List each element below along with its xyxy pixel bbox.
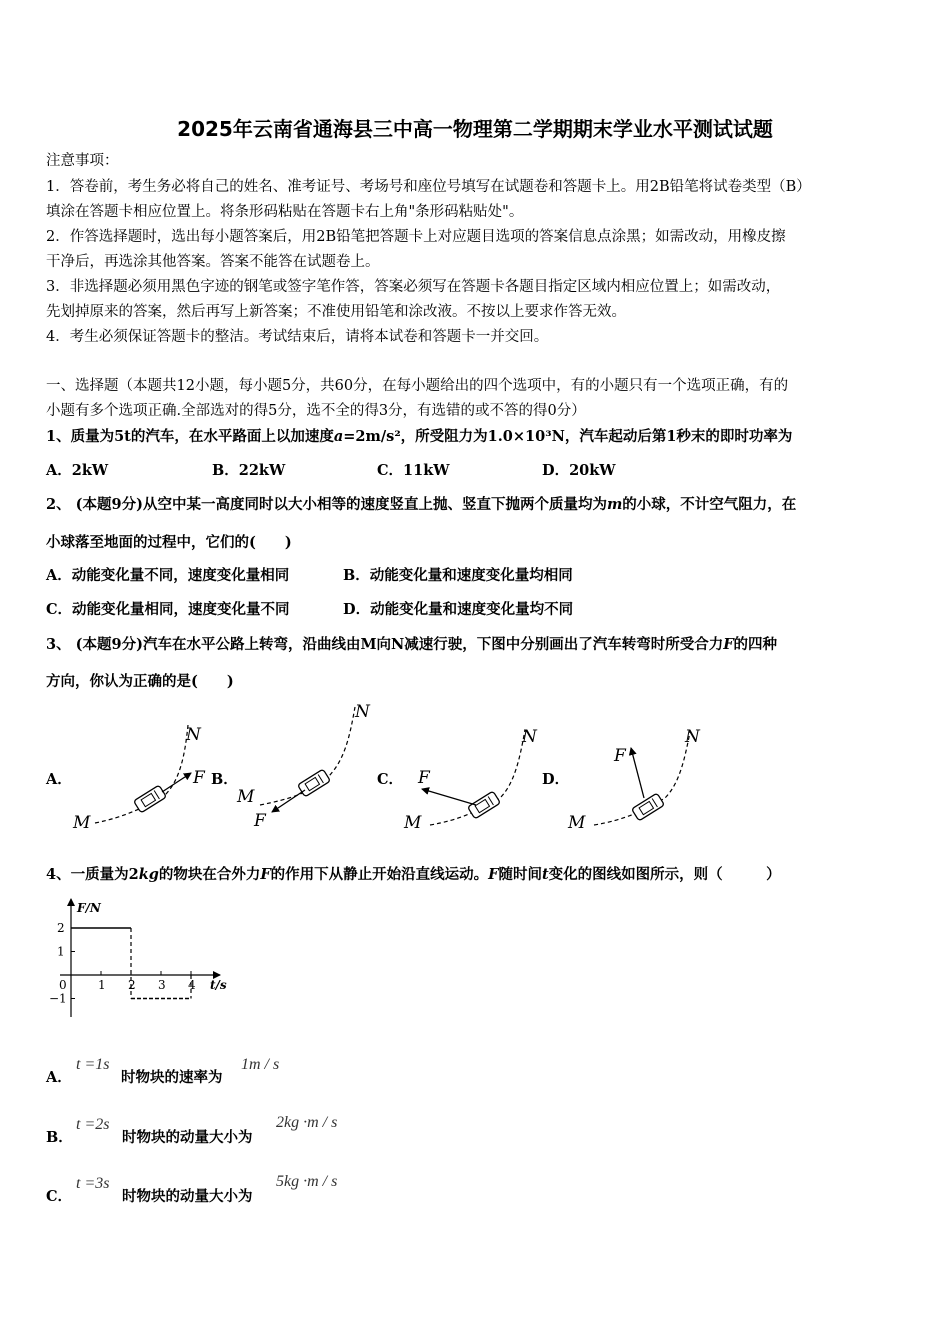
q4-option-b-cond: t =2s [76, 1116, 110, 1133]
q3-option-c-label[interactable]: C． [377, 771, 404, 788]
notice-line: 先划掉原来的答案，然后再写上新答案；不准使用铅笔和涂改液。不按以上要求作答无效。 [46, 304, 626, 320]
q3-figure-c[interactable] [403, 727, 538, 833]
q4-option-b-label[interactable]: B． [46, 1129, 73, 1146]
q1-option-a[interactable]: A．2kW [46, 462, 109, 479]
notice-line: 填涂在答题卡相应位置上。将条形码粘贴在答题卡右上角"条形码粘贴处"。 [46, 204, 524, 220]
notice-line: 4．考生必须保证答题卡的整洁。考试结束后，请将本试卷和答题卡一并交回。 [46, 329, 549, 345]
q3-figure-d[interactable] [567, 727, 701, 833]
question-2-text: 2、 (本题9分)从空中某一高度同时以大小相等的速度竖直上抛、竖直下抛两个质量均为m的小球，不计空气阻力，在 [46, 496, 797, 513]
notice-heading: 注意事项： [46, 153, 119, 169]
q3-figures [0, 695, 950, 845]
q1-option-d[interactable]: D．20kW [542, 462, 616, 479]
q3-d-label-n: N [685, 727, 700, 747]
q3-option-a-label[interactable]: A． [46, 771, 72, 788]
q3-d-label-f: F [614, 746, 626, 766]
y-tick-label: 2 [57, 921, 65, 935]
q3-b-label-f: F [254, 811, 266, 831]
x-tick-label: 1 [98, 978, 106, 992]
q4-option-b-text: 时物块的动量大小为 [122, 1129, 253, 1146]
notice-line: 2．作答选择题时，选出每小题答案后，用2B铅笔把答题卡上对应题目选项的答案信息点涂黑；如需改动，用橡皮擦 [46, 229, 786, 245]
question-2-text-line2: 小球落至地面的过程中，它们的( ) [46, 534, 292, 551]
x-tick-label: 0 [59, 978, 67, 992]
question-1-text: 1、质量为5t的汽车，在水平路面上以加速度a=2m/s²，所受阻力为1.0×10³N，汽车起动后第1秒末的即时功率为 [46, 428, 793, 445]
q1-option-c[interactable]: C．11kW [377, 462, 450, 479]
notice-line: 干净后，再选涂其他答案。答案不能答在试题卷上。 [46, 254, 380, 270]
q3-figure-b[interactable] [236, 702, 371, 831]
q2-option-d[interactable]: D．动能变化量和速度变化量均不同 [343, 601, 574, 618]
x-tick-label: 3 [158, 978, 166, 992]
q4-option-a-text: 时物块的速率为 [121, 1069, 223, 1086]
q4-option-b-value: 2kg ·m / s [276, 1114, 338, 1131]
y-axis-label: F/N [77, 901, 101, 915]
notice-line: 3．非选择题必须用黑色字迹的钢笔或签字笔作答，答案必须写在答题卡各题目指定区域内相应位置上；如需改动， [46, 279, 781, 295]
q1-option-b[interactable]: B．22kW [212, 462, 286, 479]
y-tick-label: −1 [49, 991, 67, 1006]
q4-option-a-label[interactable]: A． [46, 1069, 72, 1086]
notice-line: 1．答卷前，考生务必将自己的姓名、准考证号、考场号和座位号填写在试题卷和答题卡上。用2B铅笔将试卷类型（B） [46, 179, 811, 195]
q3-option-d-label[interactable]: D． [542, 771, 570, 788]
q4-option-c-value: 5kg ·m / s [276, 1173, 338, 1190]
force-time-chart [40, 895, 240, 1025]
x-tick-label: 2 [128, 978, 136, 992]
q4-option-a-cond: t =1s [76, 1056, 110, 1073]
q4-option-a-value: 1m / s [241, 1056, 280, 1073]
q3-c-label-m: M [404, 813, 422, 833]
q3-c-label-n: N [522, 727, 537, 747]
x-axis-label: t/s [210, 978, 227, 992]
q3-option-b-label[interactable]: B． [211, 771, 238, 788]
q3-a-label-n: N [186, 725, 201, 745]
q4-option-c-text: 时物块的动量大小为 [122, 1188, 253, 1205]
section-heading-line: 一、选择题（本题共12小题，每小题5分，共60分，在每小题给出的四个选项中，有的小题只有一个选项正确，有的 [46, 378, 789, 394]
question-4-text: 4、一质量为2kg的物块在合外力F的作用下从静止开始沿直线运动。F随时间t变化的图线如图所示，则（ ） [46, 866, 781, 883]
q3-figure-a[interactable] [72, 725, 206, 833]
page-title: 2025年云南省通海县三中高一物理第二学期期末学业水平测试试题 [177, 117, 773, 141]
q3-d-label-m: M [568, 813, 586, 833]
q2-option-b[interactable]: B．动能变化量和速度变化量均相同 [343, 567, 573, 584]
x-tick-label: 4 [188, 978, 196, 992]
q4-option-c-label[interactable]: C． [46, 1188, 73, 1205]
q3-c-label-f: F [418, 768, 430, 788]
y-tick-label: 1 [57, 944, 65, 959]
q3-b-label-n: N [355, 702, 370, 722]
q3-a-label-f: F [193, 768, 205, 788]
q4-option-c-cond: t =3s [76, 1175, 110, 1192]
q2-option-c[interactable]: C．动能变化量相同，速度变化量不同 [46, 601, 290, 618]
q3-b-label-m: M [237, 787, 255, 807]
q3-a-label-m: M [73, 813, 91, 833]
question-3-text-line2: 方向，你认为正确的是( ) [46, 673, 234, 690]
q2-option-a[interactable]: A．动能变化量不同，速度变化量相同 [46, 567, 290, 584]
question-3-text: 3、 (本题9分)汽车在水平公路上转弯，沿曲线由M向N减速行驶，下图中分别画出了汽车转弯时所受合力F的四种 [46, 636, 778, 653]
section-heading-line: 小题有多个选项正确.全部选对的得5分，选不全的得3分，有选错的或不答的得0分） [46, 403, 586, 419]
